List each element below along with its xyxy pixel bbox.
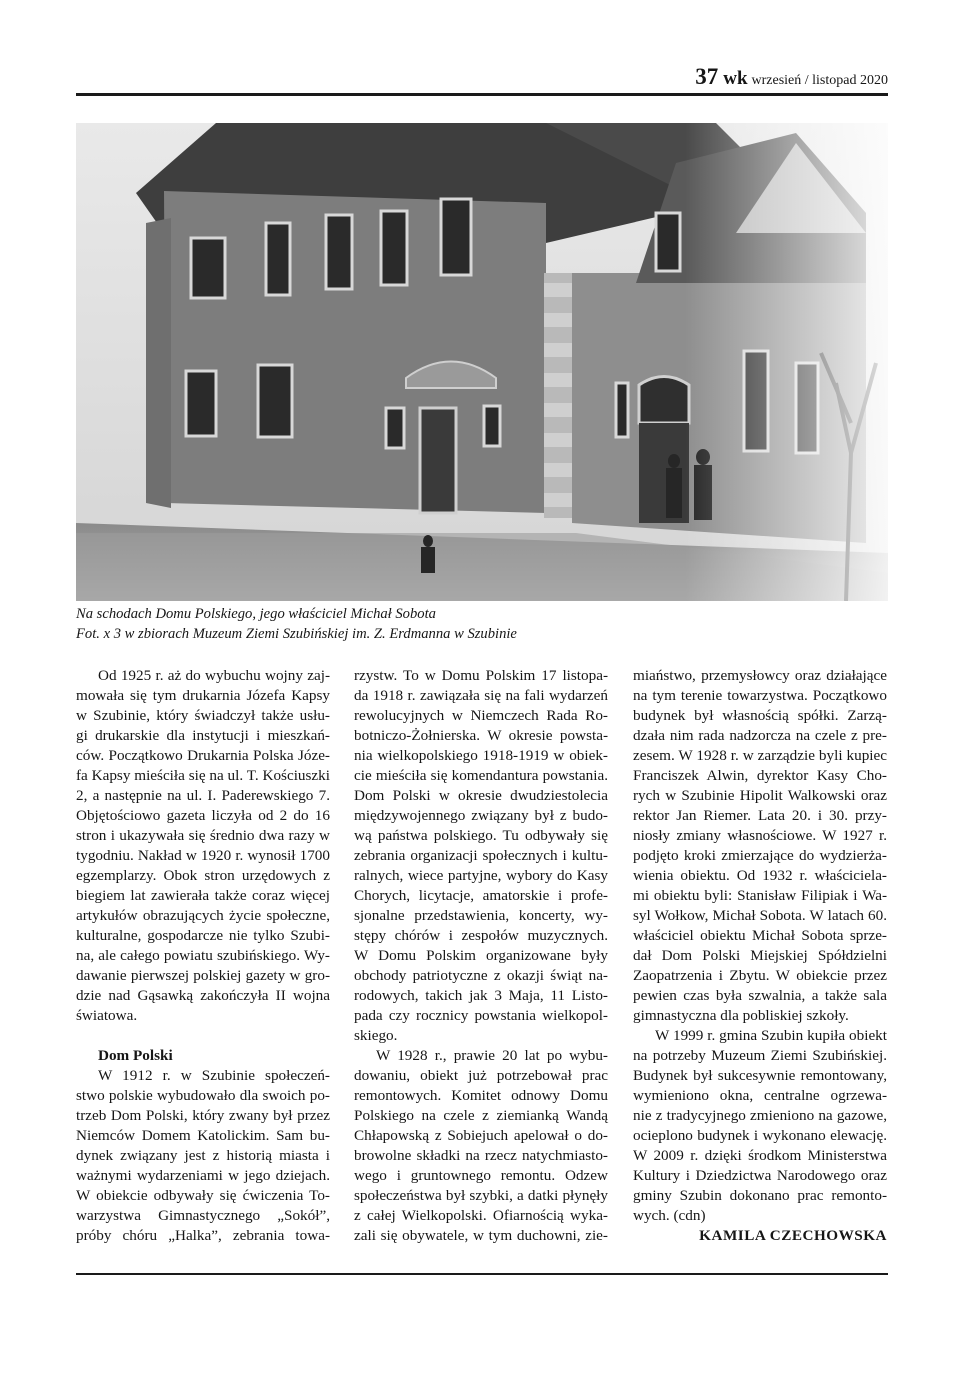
text-line: Franciszek Alwin, dyrektor Kasy Cho-: [633, 767, 887, 784]
text-line: ców. Początkowo Drukarnia Polska Józe-: [76, 747, 330, 764]
text-line: pada czy rocznicy powstania wielkopol-: [354, 1007, 608, 1024]
text-line: W 1999 r. gmina Szubin kupiła obiekt: [655, 1027, 887, 1044]
text-line: gminy Szubin dokonano prac remonto-: [633, 1187, 887, 1204]
text-line: mi obiektu byli: Stanisław Filipiak i Wa-: [633, 887, 887, 904]
caption-line-1: Na schodach Domu Polskiego, jego właściciel Michał Sobota: [76, 606, 436, 622]
text-line: sjonalne przedstawienia, koncerty, wy-: [354, 907, 608, 924]
magazine-name: wk: [723, 68, 748, 89]
text-line: stron i ukazywała się średnio dwa razy w: [76, 827, 330, 844]
text-line: skiego.: [354, 1027, 398, 1044]
text-line: trzeb Dom Polski, który zwany był przez: [76, 1107, 330, 1124]
text-line: nia wielkopolskiego 1918-1919 w obiek-: [354, 747, 608, 764]
column-2: [354, 666, 608, 1246]
text-line: botniczo-Żołnierska. W okresie powsta-: [354, 727, 608, 744]
text-line: gimnastyczna dla pobliskiej szkoły.: [633, 1007, 849, 1024]
text-line: wienia obiektu. Od 1932 r. właściciela-: [633, 867, 887, 884]
page-number: 37: [695, 64, 719, 89]
text-line: wą państwa polskiego. Tu odbywały się: [354, 827, 608, 844]
issue-date: wrzesień / listopad 2020: [751, 73, 888, 88]
text-line: na potrzeby Muzeum Ziemi Szubińskiej.: [633, 1047, 887, 1064]
text-line: Polskiego na czele z ziemianką Wandą: [354, 1107, 608, 1124]
text-line: ralnych, wiece partyjne, wybory do Kasy: [354, 867, 608, 884]
text-line: na tym terenie towarzystwa. Początkowo: [633, 687, 887, 704]
text-line: W Domu Polskim organizowane były: [354, 947, 608, 964]
text-line: W 1912 r. w Szubinie społeczeń-: [98, 1067, 330, 1084]
text-line: W 1928 r., prawie 20 lat po wybu-: [376, 1047, 608, 1064]
text-line: na, ale całego powiatu szubińskiego. Wy-: [76, 947, 330, 964]
text-line: warzystwa Gimnastycznego „Sokół”,: [76, 1207, 330, 1224]
text-line: obchody patriotyczne z okazji świąt na-: [354, 967, 608, 984]
text-line: gi drukarskie dla instytucji i mieszkań-: [76, 727, 330, 744]
building-photo: [76, 123, 888, 601]
footer-rule: [76, 1273, 888, 1275]
text-line: międzywojennego związany był z budo-: [354, 807, 608, 824]
text-line: Chorych, licytacje, amatorskie i profe-: [354, 887, 608, 904]
text-line: biegiem lat zawierała także coraz więcej: [76, 887, 330, 904]
text-line: niosły zmiany własnościowe. W 1927 r.: [633, 827, 887, 844]
text-line: dynek związany jest z historią miasta i: [76, 1147, 330, 1164]
text-line: rych w Szubinie Hipolit Walkowski oraz: [633, 787, 887, 804]
text-line: właściciel obiektu Michał Sobota sprze-: [633, 927, 887, 944]
text-line: próby chóru „Halka”, zebrania towa-: [76, 1227, 330, 1244]
text-line: dał Dom Polski Miejskiej Spółdzielni: [633, 947, 887, 964]
text-line: 2, a następnie na ul. I. Paderewskiego 7.: [76, 787, 330, 804]
text-line: ocieplono budynek i wykonano elewację.: [633, 1127, 887, 1144]
text-line: zesem. W 1928 r. w zarządzie byli kupiec: [633, 747, 887, 764]
text-line: pewien czas była szwalnia, a także sala: [633, 987, 887, 1004]
text-line: z całej Wielkopolski. Ofiarnością wyka-: [354, 1207, 608, 1224]
section-heading: Dom Polski: [98, 1047, 173, 1064]
text-line: światowa.: [76, 1007, 138, 1024]
caption-line-2: Fot. x 3 w zbiorach Muzeum Ziemi Szubińskiej im. Z. Erdmanna w Szubinie: [76, 626, 517, 642]
photo-caption: [76, 604, 888, 644]
text-line: kulturalne, gospodarcze nie tylko Szubi-: [76, 927, 330, 944]
text-line: zebrania organizacji społecznych i kultu-: [354, 847, 608, 864]
header-rule: [76, 93, 888, 96]
text-line: Kultury i Dziedzictwa Narodowego oraz: [633, 1167, 887, 1184]
text-line: miaństwo, przemysłowcy oraz działające: [633, 667, 887, 684]
text-line: egzemplarzy. Obok stron urzędowych z: [76, 867, 330, 884]
column-3: [633, 666, 887, 1246]
text-line: w Szubinie, który świadczył także usłu-: [76, 707, 330, 724]
text-line: wego i gruntownego remontu. Odzew: [354, 1167, 608, 1184]
text-line: dowaniu, obiekt już potrzebował prac: [354, 1067, 608, 1084]
text-line: stwo polskie wybudowało dla swoich po-: [76, 1087, 330, 1104]
text-line: nie z tradycyjnego zmieniono na gazowe,: [633, 1107, 887, 1124]
header-meta: [695, 64, 888, 90]
text-line: fa Kapsy mieściła się na ul. T. Kościuszki: [76, 767, 330, 784]
text-line: wych. (cdn): [633, 1207, 706, 1224]
text-line: mowała się tym drukarnia Józefa Kapsy: [76, 687, 330, 704]
text-line: remontowych. Komitet odnowy Domu: [354, 1087, 608, 1104]
text-line: tygodniu. Nakład w 1920 r. wynosił 1700: [76, 847, 330, 864]
text-line: Niemców Domem Katolickim. Sam bu-: [76, 1127, 330, 1144]
text-line: dzała nim rada nadzorcza na czele z pre-: [633, 727, 887, 744]
text-line: W obiekcie odbywały się ćwiczenia To-: [76, 1187, 330, 1204]
text-line: zali się obywatele, w tym duchowni, zie-: [354, 1227, 608, 1244]
text-line: wymieniono okna, centralne ogrzewa-: [633, 1087, 887, 1104]
text-line: Chłapowską z Sobiejuch apelował o do-: [354, 1127, 608, 1144]
text-line: Budynek był sukcesywnie remontowany,: [633, 1067, 887, 1084]
column-1: [76, 666, 330, 1246]
text-line: Objętościowo gazeta liczyła od 2 do 16: [76, 807, 330, 824]
text-line: stępy chórów i zespołów muzycznych.: [354, 927, 608, 944]
text-line: ważnymi wydarzeniami w jego dziejach.: [76, 1167, 330, 1184]
text-line: społeczeństwa był szybki, a datki płynęły: [354, 1187, 608, 1204]
text-line: artykułów obrazujących życie społeczne,: [76, 907, 330, 924]
text-line: Zaopatrzenia i Zbytu. W obiekcie przez: [633, 967, 887, 984]
text-line: rektor Jan Riemer. Lata 20. i 30. przy-: [633, 807, 887, 824]
text-line: rewolucyjnych w Niemczech Rada Ro-: [354, 707, 608, 724]
text-line: Od 1925 r. aż do wybuchu wojny zaj-: [98, 667, 330, 684]
author-name: KAMILA CZECHOWSKA: [699, 1227, 887, 1244]
page-header: [76, 64, 888, 94]
text-line: rzystw. To w Domu Polskim 17 listopa-: [354, 667, 608, 684]
text-line: rodowych, takich jak 3 Maja, 11 Listo-: [354, 987, 608, 1004]
text-line: syl Wołkow, Michał Sobota. W latach 60.: [633, 907, 887, 924]
text-line: Dom Polski w okresie dwudziestolecia: [354, 787, 608, 804]
text-line: da 1918 r. zawiązała się na fali wydarzeń: [354, 687, 608, 704]
text-line: budynek był własnością spółki. Zarzą-: [633, 707, 887, 724]
text-line: W 2009 r. dzięki środkom Ministerstwa: [633, 1147, 887, 1164]
paragraph-gap: [76, 1026, 330, 1046]
text-line: dzie nad Gąsawką zakończyła II wojna: [76, 987, 330, 1004]
text-line: dawanie pierwszej polskiej gazety w gro-: [76, 967, 330, 984]
text-line: cie mieściła się komendantura powstania.: [354, 767, 608, 784]
text-line: browolne składki na rzecz natychmiasto-: [354, 1147, 608, 1164]
text-line: podjęto kroki zmierzające do wydzierża-: [633, 847, 887, 864]
